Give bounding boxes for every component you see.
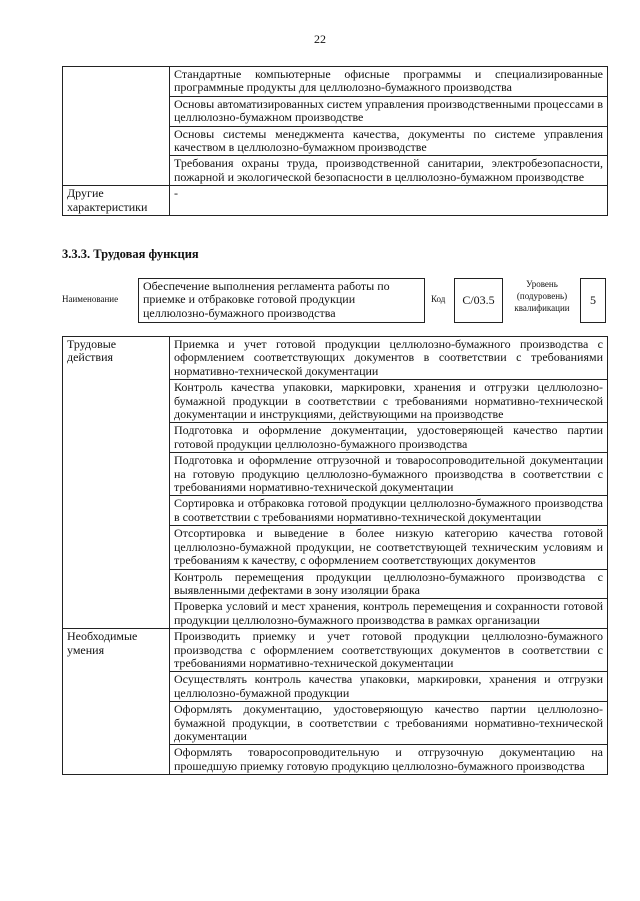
function-details-table [62,336,608,775]
knowledge-item: Стандартные компьютерные офисные программы и специализированные программные продукты для целлюлозно-бумажного производства [170,67,608,97]
knowledge-item: Требования охраны труда, производственной санитарии, электробезопасности, пожарной и экологической безопасности в целлюлозно-бумажном производстве [170,156,608,186]
labor-action-item: Контроль перемещения продукции целлюлозно-бумажного производства с выявленными дефектами в зону изоляции брака [170,569,608,599]
other-characteristics-value: - [170,186,608,216]
required-skills-label: Необходимые умения [63,629,170,775]
table-row [63,629,608,672]
labor-action-item: Подготовка и оформление документации, удостоверяющей качество партии готовой продукции целлюлозно-бумажного производства [170,423,608,453]
function-header [62,278,610,326]
code-label: Код [431,294,446,304]
labor-action-item: Приемка и учет готовой продукции целлюлозно-бумажного производства с оформлением соответствующих документов в соответствии с требованиями нормативно-технической документации [170,337,608,380]
labor-actions-label: Трудовые действия [63,337,170,629]
labor-action-item: Проверка условий и мест хранения, контроль перемещения и сохранности готовой продукции целлюлозно-бумажного производства в рамках организации [170,599,608,629]
table-row [63,186,608,216]
labor-action-item: Сортировка и отбраковка готовой продукции целлюлозно-бумажного производства в соответствии с требованиями нормативно-технической документации [170,496,608,526]
function-name-box: Обеспечение выполнения регламента работы по приемке и отбраковке готовой продукции целлюлозно-бумажного производства [138,278,425,323]
previous-function-table [62,66,608,216]
knowledge-item: Основы автоматизированных систем управления производственными процессами в целлюлозно-бумажном производстве [170,96,608,126]
skill-item: Производить приемку и учет готовой продукции целлюлозно-бумажного производства с оформлением соответствующих документов в соответствии с требованиями нормативно-технической документации [170,629,608,672]
row-label-cell [63,67,170,186]
labor-action-item: Контроль качества упаковки, маркировки, хранения и отгрузки целлюлозно-бумажной продукции в соответствии с требованиями нормативно-технической документации и инструкциями, действующими на производстве [170,380,608,423]
skill-item: Осуществлять контроль качества упаковки, маркировки, хранения и отгрузки целлюлозно-бумажной продукции [170,672,608,702]
level-label: Уровень (подуровень) квалификации [514,279,570,313]
skill-item: Оформлять товаросопроводительную и отгрузочную документацию на прошедшую приемку готовую продукцию целлюлозно-бумажного производства [170,745,608,775]
table-row [63,337,608,380]
page-number: 22 [314,32,326,46]
function-code-box: С/03.5 [454,278,503,323]
table-row [63,67,608,97]
other-characteristics-label: Другие характеристики [63,186,170,216]
name-label: Наименование [62,294,119,304]
labor-action-item: Подготовка и оформление отгрузочной и товаросопроводительной документации на готовую продукцию целлюлозно-бумажного производства в соответствии с требованиями нормативно-технической документации [170,453,608,496]
skill-item: Оформлять документацию, удостоверяющую качество партии целлюлозно-бумажной продукции, в соответствии с требованиями нормативно-технической документации [170,702,608,745]
knowledge-item: Основы системы менеджмента качества, документы по системе управления качеством в целлюлозно-бумажном производстве [170,126,608,156]
section-heading: 3.3.3. Трудовая функция [62,247,199,261]
labor-action-item: Отсортировка и выведение в более низкую категорию качества готовой целлюлозно-бумажной продукции, не соответствующей техническим условиям и требованиям к качеству, с оформлением соответствующих документов [170,526,608,569]
qualification-level-box: 5 [580,278,606,323]
